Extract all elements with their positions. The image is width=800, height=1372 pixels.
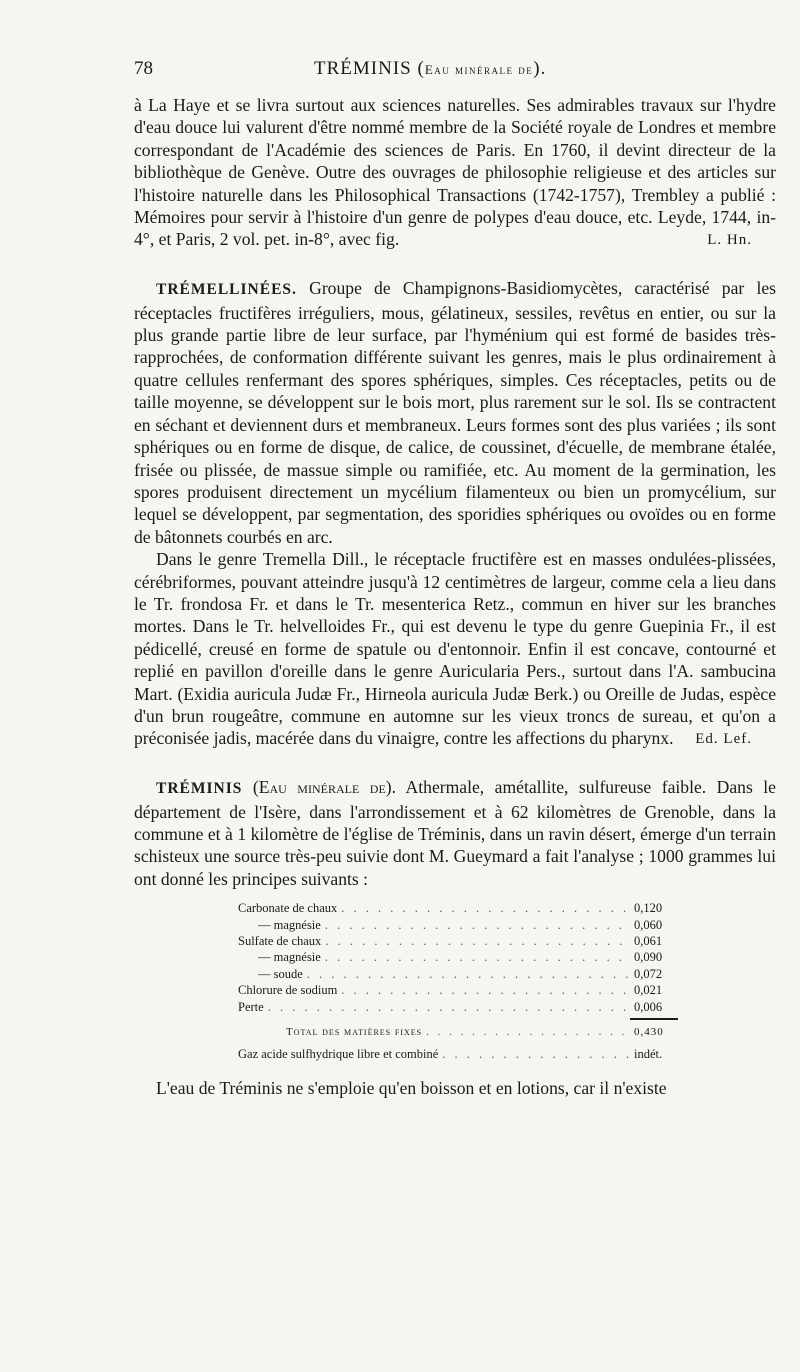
analysis-table <box>238 900 678 1063</box>
table-row: — magnésie . . . 0,090 <box>238 949 678 965</box>
signature-l-hn: L. Hn. <box>707 231 752 248</box>
trembley-paragraph: à La Haye et se livra surtout aux sciences naturelles. Ses admirables travaux sur l'hydre d'eau douce lui valurent d'être nommé membre de la Société royale de Londres et membre correspondant de l'Académie des sciences de Paris. En 1760, il devint directeur de la bibliothèque de Genève. Outre des ouvrages de philosophie religieuse et des articles sur l'histoire naturelle dans les Philosophical Transactions (1742-1757), Trembley a publié : Mémoires pour servir à l'histoire d'un genre de polypes d'eau douce, etc. Leyde, 1744, in-4°, et Paris, 2 vol. pet. in-8°, avec fig. <box>134 95 776 250</box>
table-row: Chlorure de sodium . . . 0,021 <box>238 982 678 998</box>
tremellinees-paragraph-1: TRÉMELLINÉES. Groupe de Champignons-Basidiomycètes, caractérisé par les réceptacles fructifères irréguliers, mous, gélatineux, sessiles, revêtus en entier, ou sur la plus grande partie libre de leur surface, par l'hyménium qui est formé de basides très-rapprochées, de conformation différente suivant les genres, mais le plus ordinairement à quatre cellules renfermant des spores sphériques, simples. Ces réceptacles, petits ou de taille moyenne, se développent sur le bois mort, plus rarement sur le sol. Ils se contractent en séchant et deviennent durs et membraneux. Leurs formes sont des plus variées ; ils sont sphériques ou en forme de disque, de calice, de coussinet, d'écuelle, de membrane étalée, frisée ou plissée, de massue simple ou ramifiée, etc. Au moment de la germination, les spores produisent directement un mycélium filamenteux ou bien un promycélium, sur lequel se développent, par segmentation, des sporidies sphériques ou ovoïdes ou en forme de bâtonnets courbés en arc. <box>134 278 776 547</box>
page-number: 78 <box>134 58 153 79</box>
table-row: — soude . . . 0,072 <box>238 966 678 982</box>
table-row: — magnésie . . . 0,060 <box>238 917 678 933</box>
treminis-paragraph: TRÉMINIS (Eau minérale de). Athermale, amétallite, sulfureuse faible. Dans le département de l'Isère, dans l'arrondissement et à 62 kilomètres de Grenoble, dans la commune et à 1 kilomètre de l'église de Tréminis, dans un ravin désert, émerge d'un terrain schisteux une source très-peu suivie dont M. Gueymard a fait l'analyse ; 1000 grammes lui ont donné les principes suivants : <box>134 777 776 889</box>
document-page <box>134 58 776 1099</box>
entry-tremellinees <box>134 277 776 750</box>
signature-ed-lef: Ed. Lef. <box>695 730 752 747</box>
tremellinees-paragraph-2: Dans le genre Tremella Dill., le réceptacle fructifère est en masses ondulées-plissées, cérébriformes, pouvant atteindre jusqu'à 12 centimètres de largeur, comme cela a lieu dans le Tr. frondosa Fr. et dans le Tr. mesenterica Retz., commun en hiver sur les branches mortes. Dans le Tr. helvelloides Fr., qui est devenu le type du genre Guepinia Fr., il est pédicellé, creusé en forme de spatule ou d'entonnoir. Enfin il est concave, contourné et replié en pavillon d'oreille dans le genre Auricularia Pers., surtout dans l'A. sambucina Mart. (Exidia auricula Judæ Fr., Hirneola auricula Judæ Berk.) ou Oreille de Judas, espèce d'un brun rougeâtre, commune en automne sur les vieux troncs de sureau, et qu'on a préconisée jadis, macérée dans du vinaigre, contre les affections du pharynx. <box>134 549 776 749</box>
entry-treminis <box>134 776 776 1099</box>
table-total-row: Total des matières fixes . . . 0,430 <box>238 1024 678 1040</box>
total-rule <box>630 1018 678 1020</box>
table-row: Perte . . . 0,006 <box>238 999 678 1015</box>
headword-treminis: TRÉMINIS <box>156 780 243 798</box>
table-row: Sulfate de chaux . . . 0,061 <box>238 933 678 949</box>
table-row: Carbonate de chaux . . . 0,120 <box>238 900 678 916</box>
headword-tremellinees: TRÉMELLINÉES. <box>156 281 297 299</box>
running-head <box>134 58 776 94</box>
headword-treminis-sub: (Eau minérale de). <box>252 777 397 798</box>
table-gas-row: Gaz acide sulfhydrique libre et combiné . . . indét. <box>238 1046 678 1062</box>
running-title: TRÉMINIS (Eau minérale de). <box>314 58 547 79</box>
treminis-last-line: L'eau de Tréminis ne s'emploie qu'en boisson et en lotions, car il n'existe <box>156 1077 667 1098</box>
